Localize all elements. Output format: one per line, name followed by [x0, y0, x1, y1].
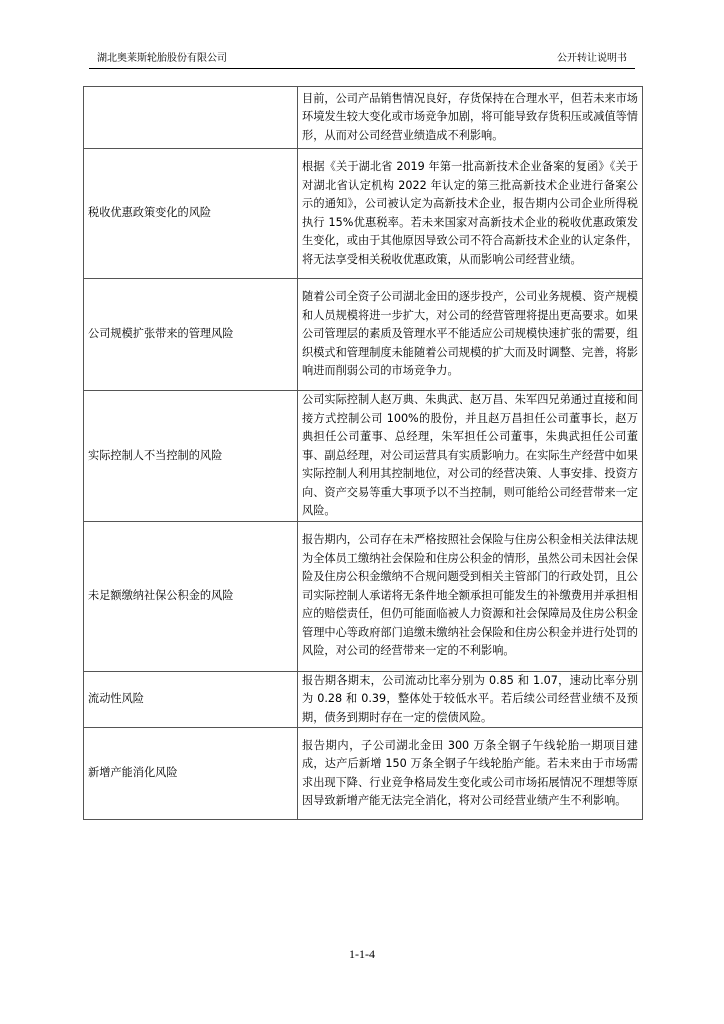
table-row	[84, 149, 643, 279]
risk-description-cell: 随着公司全资子公司湖北金田的逐步投产，公司业务规模、资产规模和人员规模将进一步扩大，对公司的经营管理将提出更高要求。如果公司管理层的素质及管理水平不能适应公司规模快速扩张的需要，组织模式和管理制度未能随着公司规模的扩大而及时调整、完善，将影响进而削弱公司的市场竞争力。	[298, 279, 643, 391]
risk-description-cell: 报告期内，公司存在未严格按照社会保险与住房公积金相关法律法规为全体员工缴纳社会保险和住房公积金的情形，虽然公司未因社会保险及住房公积金缴纳不合规问题受到相关主管部门的行政处罚，且公司实际控制人承诺将无条件地全额承担可能发生的补缴费用并承担相应的赔偿责任，但仍可能面临被人力资源和社会保障局及住房公积金管理中心等政府部门追缴未缴纳社会保险和住房公积金并进行处罚的风险，对公司的经营带来一定的不利影响。	[298, 521, 643, 671]
table-row	[84, 671, 643, 728]
table-row	[84, 521, 643, 671]
table-row	[84, 87, 643, 149]
header-company-name: 湖北奥莱斯轮胎股份有限公司	[97, 53, 227, 64]
page-header	[89, 50, 635, 69]
risk-description-cell: 公司实际控制人赵万典、朱典武、赵万昌、朱军四兄弟通过直接和间接方式控制公司 100%的股份，并且赵万昌担任公司董事长，赵万典担任公司董事、总经理，朱军担任公司董事，朱典武担任公司董事、副总经理，对公司运营具有实质影响力。在实际生产经营中如果实际控制人利用其控制地位，对公司的经营决策、人事安排、投资方向、资产交易等重大事项予以不当控制，则可能给公司经营带来一定风险。	[298, 391, 643, 522]
risk-name-cell: 税收优惠政策变化的风险	[84, 149, 298, 279]
risk-description-cell: 根据《关于湖北省 2019 年第一批高新技术企业备案的复函》《关于对湖北省认定机构 2022 年认定的第三批高新技术企业进行备案公示的通知》，公司被认定为高新技术企业，报告期内公司企业所得税执行 15%优惠税率。若未来国家对高新技术企业的税收优惠政策发生变化，或由于其他原因导致公司不符合高新技术企业的认定条件，将无法享受相关税收优惠政策，从而影响公司经营业绩。	[298, 149, 643, 279]
risk-name-cell: 新增产能消化风险	[84, 728, 298, 820]
risk-description-cell: 报告期各期末，公司流动比率分别为 0.85 和 1.07，速动比率分别为 0.28 和 0.39，整体处于较低水平。若后续公司经营业绩不及预期，债务到期时存在一定的偿债风险。	[298, 671, 643, 728]
risk-name-cell: 实际控制人不当控制的风险	[84, 391, 298, 522]
risk-description-cell: 目前，公司产品销售情况良好，存货保持在合理水平，但若未来市场环境发生较大变化或市场竞争加剧，将可能导致存货积压或减值等情形，从而对公司经营业绩造成不利影响。	[298, 87, 643, 149]
page-number: 1-1-4	[349, 947, 375, 961]
risk-factors-table	[83, 86, 643, 820]
header-document-title: 公开转让说明书	[557, 53, 627, 64]
risk-name-cell	[84, 87, 298, 149]
table-row	[84, 279, 643, 391]
risk-name-cell: 流动性风险	[84, 671, 298, 728]
risk-description-cell: 报告期内，子公司湖北金田 300 万条全钢子午线轮胎一期项目建成，达产后新增 150 万条全钢子午线轮胎产能。若未来由于市场需求出现下降、行业竞争格局发生变化或公司市场拓展情况不理想等原因导致新增产能无法完全消化，将对公司经营业绩产生不利影响。	[298, 728, 643, 820]
table-row	[84, 728, 643, 820]
table-row	[84, 391, 643, 522]
risk-name-cell: 公司规模扩张带来的管理风险	[84, 279, 298, 391]
risk-name-cell: 未足额缴纳社保公积金的风险	[84, 521, 298, 671]
